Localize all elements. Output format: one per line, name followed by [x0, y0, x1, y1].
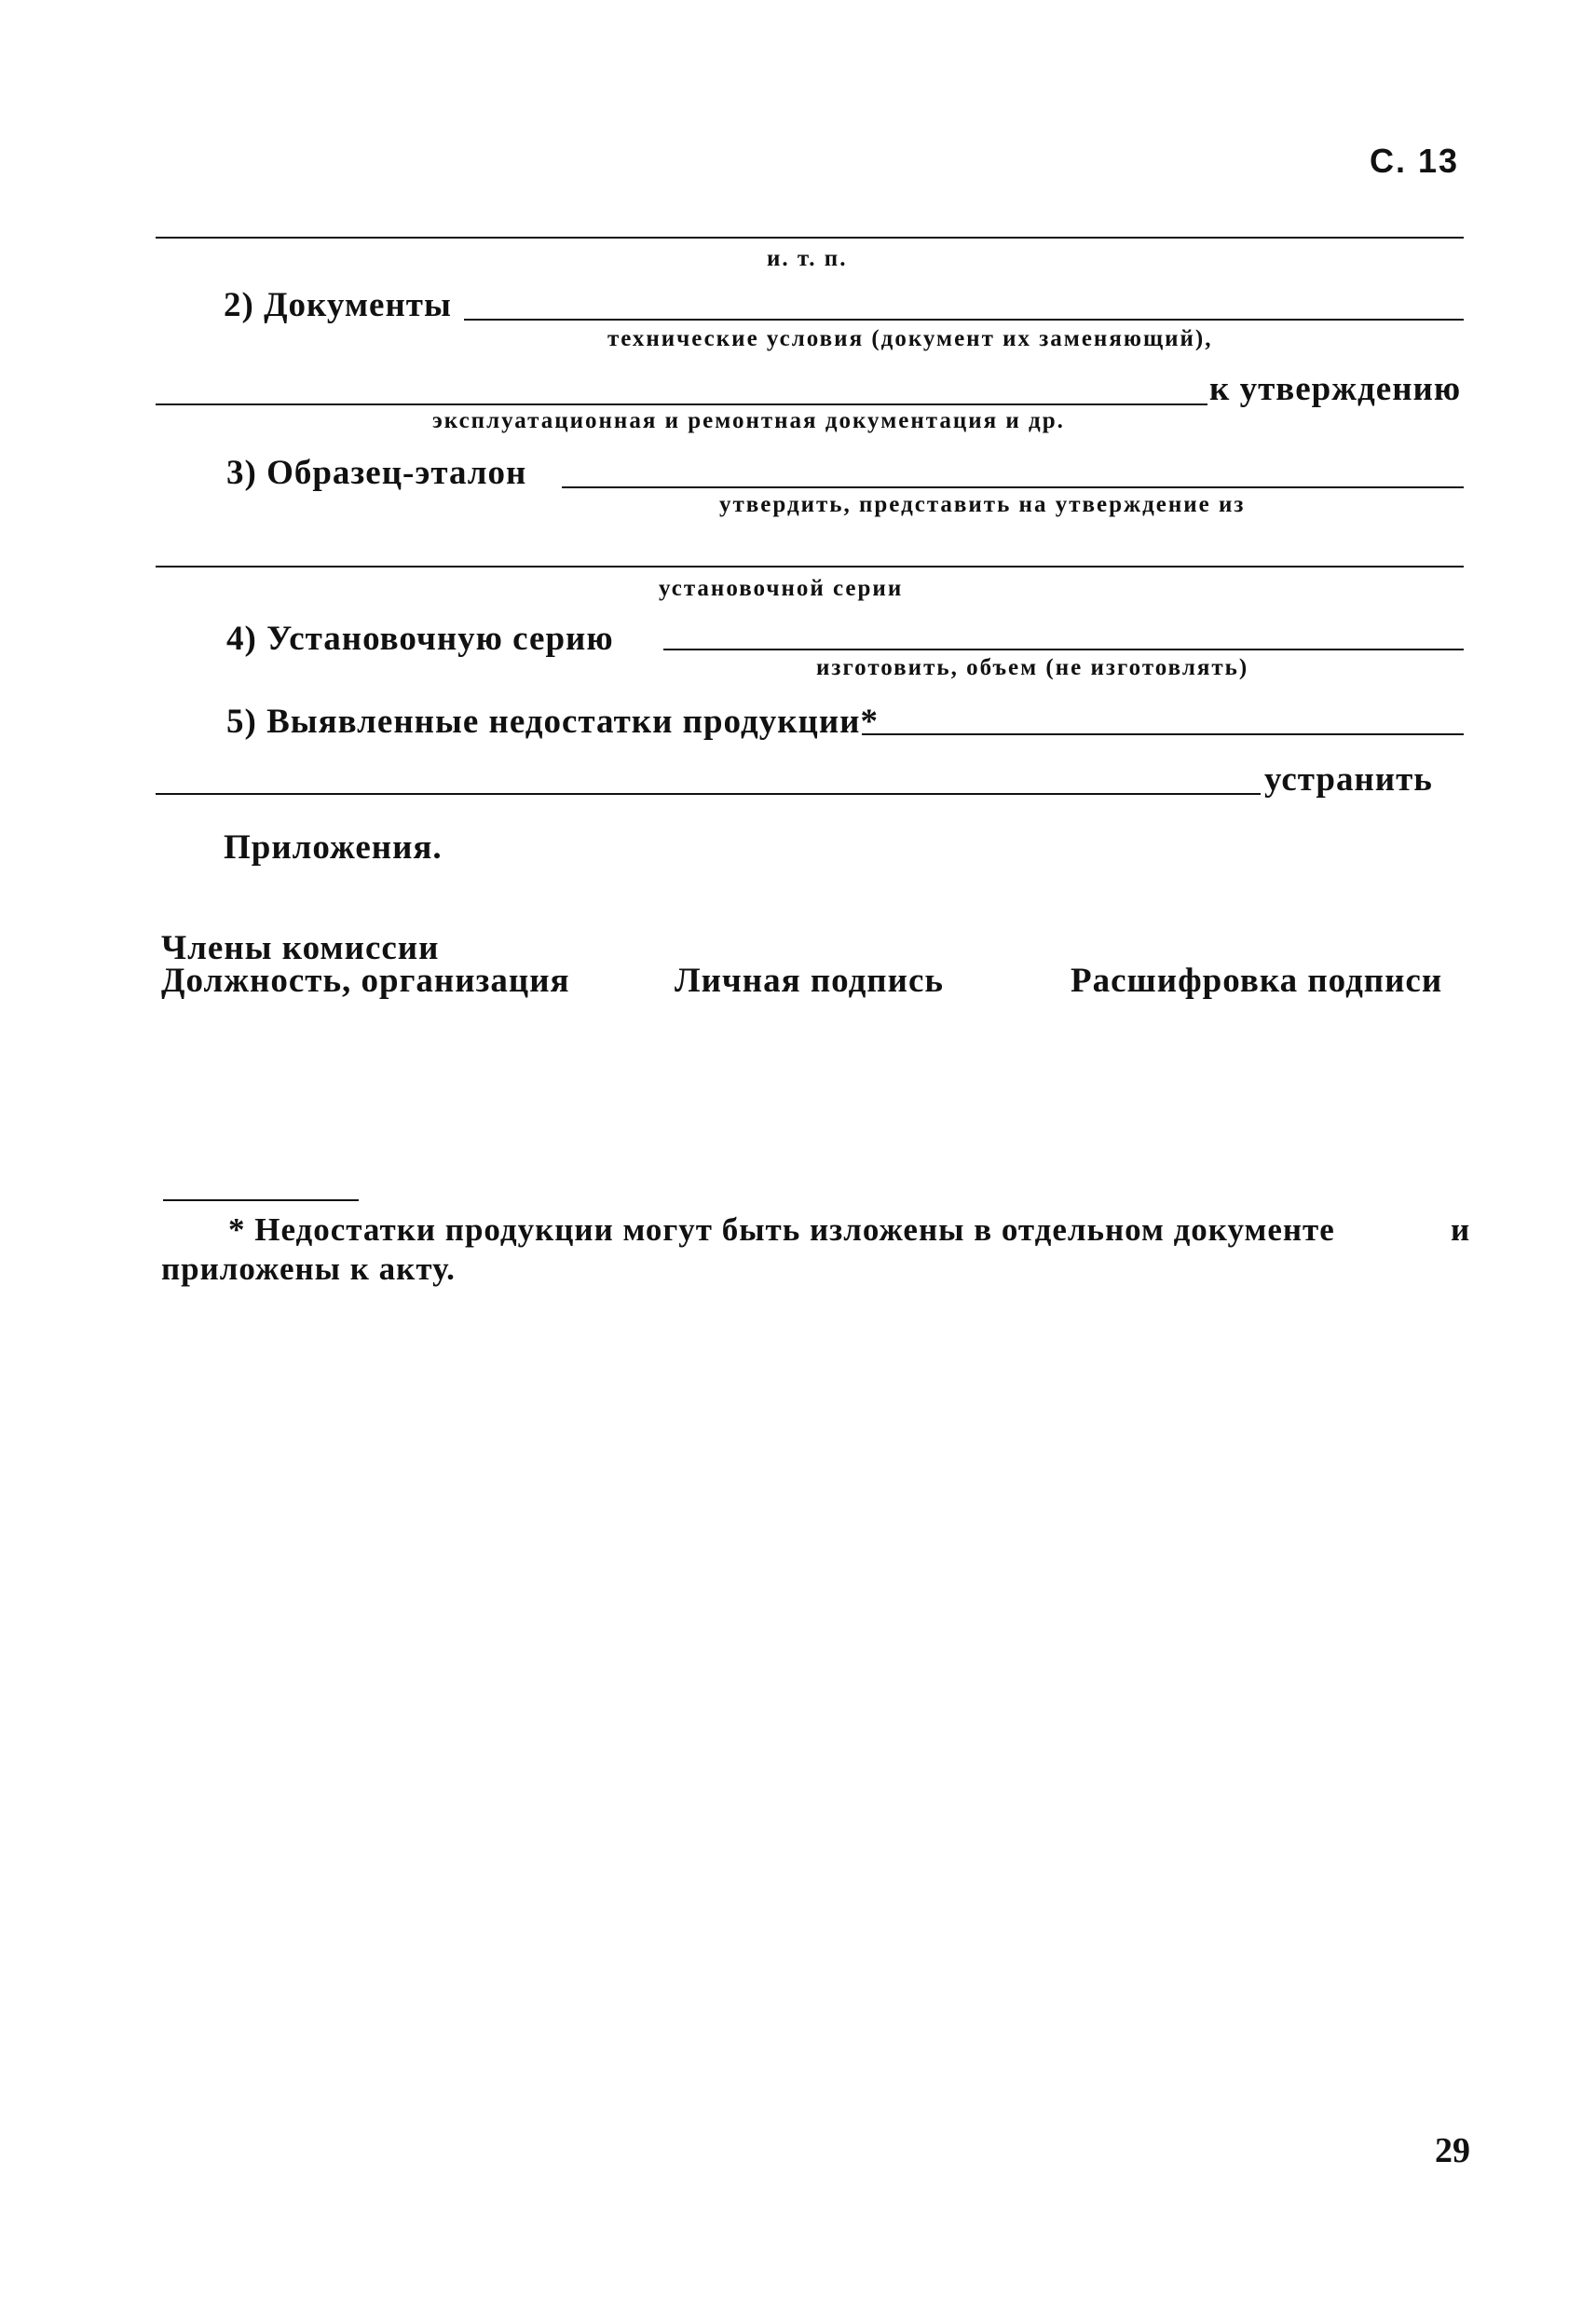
item2-caption-1: технические условия (документ их заменяющий),: [607, 326, 1213, 351]
item5-input-line-2[interactable]: [156, 793, 1261, 795]
item4-caption: изготовить, объем (не изготовлять): [816, 655, 1249, 680]
top-rule: [156, 237, 1464, 239]
item2-input-line-1[interactable]: [464, 319, 1464, 321]
item5-label: 5) Выявленные недостатки продукции*: [226, 703, 879, 741]
footnote-line-1: * Недостатки продукции могут быть изложены в отдельном документе: [228, 1211, 1335, 1248]
column-position-organization: Должность, организация: [161, 962, 570, 1000]
item4-label: 4) Установочную серию: [226, 620, 614, 658]
item5-input-line-1[interactable]: [862, 733, 1464, 735]
footnote-line-1-end: и: [1451, 1211, 1471, 1248]
footnote-separator: [163, 1199, 359, 1201]
item3-caption-1: утвердить, представить на утверждение из: [719, 492, 1246, 517]
page-label: С. 13: [1370, 142, 1460, 180]
column-personal-signature: Личная подпись: [675, 962, 944, 1000]
item3-caption-2: установочной серии: [659, 576, 904, 601]
column-signature-decoding: Расшифровка подписи: [1071, 962, 1443, 1000]
item4-input-line[interactable]: [663, 649, 1464, 650]
item2-suffix: к утверждению: [1209, 370, 1462, 408]
commission-members-label: Члены комиссии: [161, 929, 440, 967]
item2-input-line-2[interactable]: [156, 403, 1207, 405]
attachments-heading: Приложения.: [224, 828, 443, 867]
item2-caption-2: эксплуатационная и ремонтная документация и др.: [432, 408, 1065, 433]
item2-label: 2) Документы: [224, 286, 452, 324]
item3-label: 3) Образец-эталон: [226, 454, 527, 492]
item3-input-line-1[interactable]: [562, 486, 1464, 488]
item5-suffix: устранить: [1264, 760, 1433, 799]
item3-input-line-2[interactable]: [156, 566, 1464, 567]
footnote-line-2: приложены к акту.: [161, 1251, 456, 1287]
page-number: 29: [1435, 2131, 1470, 2170]
itp-caption: и. т. п.: [767, 246, 848, 271]
